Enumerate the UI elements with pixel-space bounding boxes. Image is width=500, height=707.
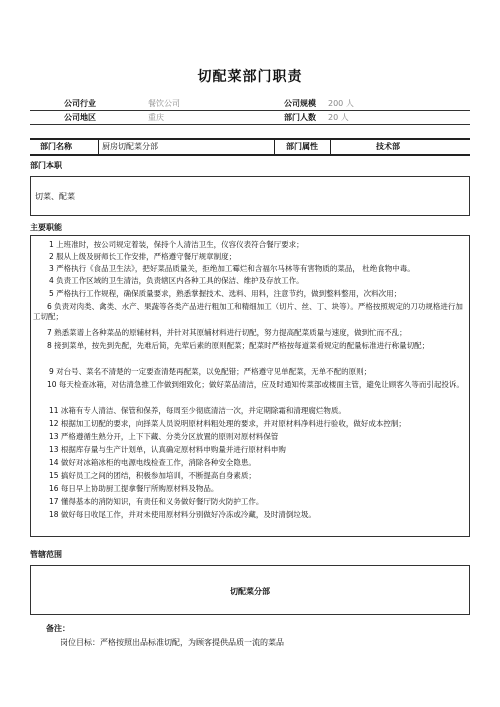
main-duties-box bbox=[30, 235, 470, 537]
region-value: 重庆 bbox=[148, 113, 164, 122]
duty-item: 13 根据库存量与生产计划单，认真确定原材料申购量并进行原材料申购 bbox=[49, 445, 286, 454]
document-title: 切配菜部门职责 bbox=[197, 69, 303, 85]
info-row-1 bbox=[30, 96, 470, 111]
divider bbox=[98, 140, 99, 154]
duty-item: 14 做好对冰箱冰柜的电源电线检查工作，消除各种安全隐患。 bbox=[49, 458, 256, 467]
dept-name-label: 部门名称 bbox=[40, 142, 72, 151]
region-label: 公司地区 bbox=[64, 113, 96, 122]
industry-label: 公司行业 bbox=[64, 99, 96, 108]
duty-item: 10 每天检查冰箱，对估清急推工作做到细致化；做好菜品清洁，应及时通知传菜部或楼面主管，避免让顾客久等而引起投诉。 bbox=[47, 380, 464, 389]
duty-item: 18 做好每日收尾工作，并对未使用原材料分别做好冷冻或冷藏，及时清倒垃圾。 bbox=[49, 510, 316, 519]
duty-item: 17 懂得基本的消防知识，有责任和义务做好餐厅防火防护工作。 bbox=[49, 497, 264, 506]
divider bbox=[274, 140, 275, 154]
duty-item: 2 服从上级及厨师长工作安排，严格遵守餐厅规章制度； bbox=[49, 252, 237, 261]
duty-section-label: 部门本职 bbox=[30, 161, 62, 170]
divider bbox=[330, 140, 331, 154]
dept-attr-value: 技术部 bbox=[376, 142, 400, 151]
industry-value: 餐饮公司 bbox=[148, 99, 180, 108]
info-row-2 bbox=[30, 110, 470, 125]
duty-item: 13 严格遵循生熟分开，上下下藏、分类分区放置的原则对原材料保管 bbox=[49, 432, 279, 441]
dept-attr-label: 部门属性 bbox=[286, 142, 318, 151]
department-row bbox=[30, 138, 470, 156]
duty-item: 4 负责工作区域的卫生清洁，负责辖区内各种工具的保洁、维护及存放工作。 bbox=[49, 276, 304, 285]
remarks-label: 备注： bbox=[46, 624, 70, 633]
scope-section-label: 管辖范围 bbox=[30, 550, 62, 559]
duty-item: 8 接到菜单，按先到先配，先难后简，先荤后素的原则配菜；配菜时严格按每道菜肴规定的配量标准进行称量切配； bbox=[47, 341, 430, 350]
duty-item: 15 搞好员工之间的团结，积极参加培训，不断提高自身素质； bbox=[49, 471, 256, 480]
duty-item: 11 冰箱有专人清洁、保管和保养，每周至少彻底清洁一次，并定期除霜和清理腐烂物质。 bbox=[49, 406, 346, 415]
duty-content: 切菜、配菜 bbox=[35, 192, 75, 201]
duty-item: 12 根据加工切配的要求，向择菜人员说明原材料粗处理的要求，并对原材料净料进行验收，做好成本控制； bbox=[49, 419, 406, 428]
duty-item: 5 严格执行工作规程，确保质量要求，熟悉掌握技术、选料、用料，注意节约，做到整料整用，次料次用； bbox=[49, 289, 402, 298]
duty-box bbox=[30, 176, 470, 216]
scale-value: 200 人 bbox=[328, 99, 354, 108]
duty-item: 6 负责对肉类、禽类、水产、果蔬等各类产品进行粗加工和精细加工（切片、丝、丁、块等）。严格按照规定的刀功规格进行加工切配； bbox=[33, 302, 463, 321]
duty-item: 7 熟悉菜谱上各种菜品的原辅材料，并针对其原辅材料进行切配，努力提高配菜质量与速度，做到忙而不乱； bbox=[47, 328, 407, 337]
headcount-value: 20 人 bbox=[328, 113, 349, 122]
duty-item: 3 严格执行《食品卫生法》，把好菜品质量关，拒绝加工霉烂和含福尔马林等有害物质的菜品， 杜绝食物中毒。 bbox=[49, 264, 415, 273]
duty-item: 1 上班准时，按公司规定着装，保持个人清洁卫生，仪容仪表符合餐厅要求； bbox=[49, 240, 304, 249]
dept-name-value: 厨房切配菜分部 bbox=[102, 142, 158, 151]
duty-item: 9 对台号、菜名不清楚的一定要查清楚再配菜，以免配错；严格遵守见单配菜，无单不配的原则； bbox=[49, 367, 372, 376]
remarks-text: 岗位目标：严格按照出品标准切配，为顾客提供品质一流的菜品 bbox=[60, 638, 284, 647]
scale-label: 公司规模 bbox=[284, 99, 316, 108]
scope-box bbox=[30, 565, 470, 615]
main-duties-label: 主要职能 bbox=[30, 223, 62, 232]
headcount-label: 部门人数 bbox=[284, 113, 316, 122]
duty-item: 16 每日早上协助厨工提拿餐厅所购原材料及物品。 bbox=[49, 484, 219, 493]
scope-content: 切配菜分部 bbox=[230, 587, 270, 596]
